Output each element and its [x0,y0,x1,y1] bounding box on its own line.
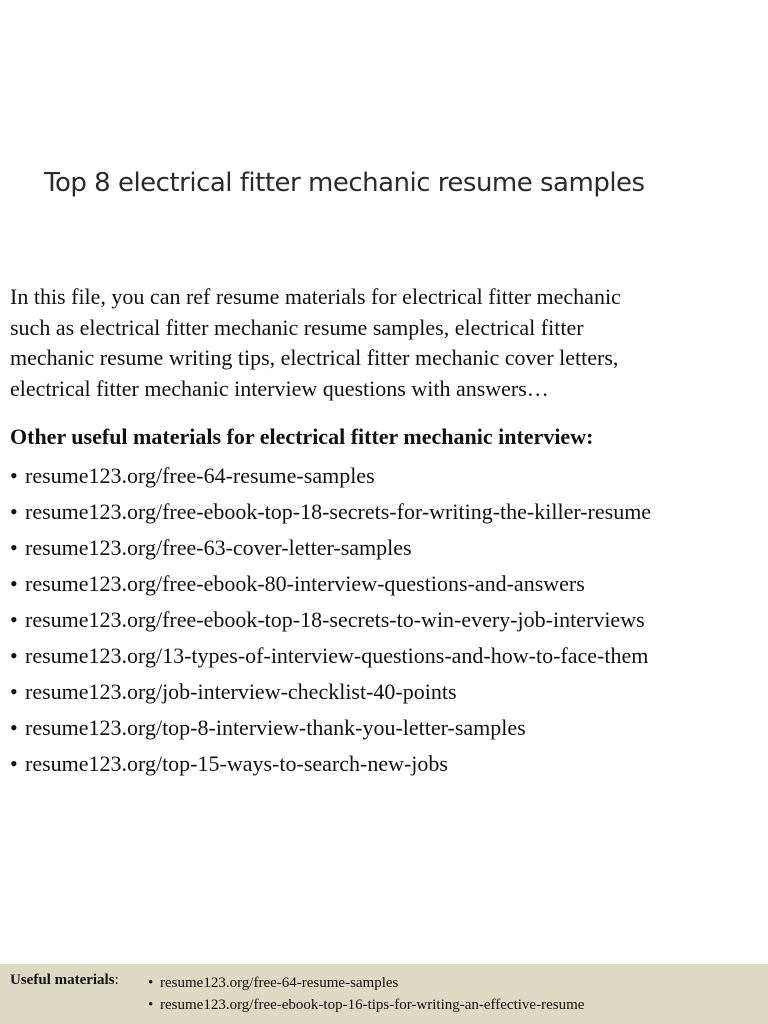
bullet-icon: • [10,571,18,596]
bullet-icon: • [148,997,154,1013]
intro-paragraph [10,282,750,404]
list-item [148,994,584,1016]
footer-label-text: Useful materials [10,972,115,988]
resource-link[interactable]: resume123.org/free-ebook-top-18-secrets-to-win-every-job-interviews [25,607,645,632]
resource-link[interactable]: resume123.org/top-15-ways-to-search-new-jobs [25,751,448,776]
bullet-icon: • [10,679,18,704]
list-item [10,494,765,530]
intro-line: In this file, you can ref resume materials for electrical fitter mechanic [10,284,621,309]
list-item [10,710,765,746]
resource-link[interactable]: resume123.org/free-64-resume-samples [25,463,375,488]
materials-link-list [10,458,765,782]
list-item [10,602,765,638]
list-item [10,674,765,710]
footer-link-list [148,972,584,1016]
footer-label-colon: : [114,972,119,988]
list-item [10,566,765,602]
footer-bar [0,964,768,1024]
resource-link[interactable]: resume123.org/13-types-of-interview-questions-and-how-to-face-them [25,643,649,668]
list-item [10,638,765,674]
footer-label [10,972,119,989]
resource-link[interactable]: resume123.org/free-ebook-top-18-secrets-for-writing-the-killer-resume [25,499,652,524]
bullet-icon: • [10,715,18,740]
bullet-icon: • [10,499,18,524]
footer-link[interactable]: resume123.org/free-64-resume-samples [160,975,399,991]
resource-link[interactable]: resume123.org/free-ebook-80-interview-questions-and-answers [25,571,585,596]
page-title: Top 8 electrical fitter mechanic resume samples [44,168,645,198]
list-item [10,746,765,782]
intro-line: such as electrical fitter mechanic resume samples, electrical fitter [10,314,584,340]
resource-link[interactable]: resume123.org/free-63-cover-letter-samples [25,535,412,560]
bullet-icon: • [10,463,18,488]
list-item [10,458,765,494]
footer-link[interactable]: resume123.org/free-ebook-top-16-tips-for-writing-an-effective-resume [160,997,585,1013]
bullet-icon: • [10,643,18,668]
intro-line: mechanic resume writing tips, electrical fitter mechanic cover letters, [10,345,619,370]
bullet-icon: • [10,607,18,632]
bullet-icon: • [10,535,18,560]
resource-link[interactable]: resume123.org/job-interview-checklist-40-points [25,679,457,704]
intro-line: electrical fitter mechanic interview questions with answers… [10,375,549,401]
bullet-icon: • [10,751,18,776]
list-item [10,530,765,566]
resource-link[interactable]: resume123.org/top-8-interview-thank-you-letter-samples [25,715,526,740]
list-item [148,972,584,994]
materials-heading: Other useful materials for electrical fitter mechanic interview: [10,424,594,449]
bullet-icon: • [148,975,154,991]
